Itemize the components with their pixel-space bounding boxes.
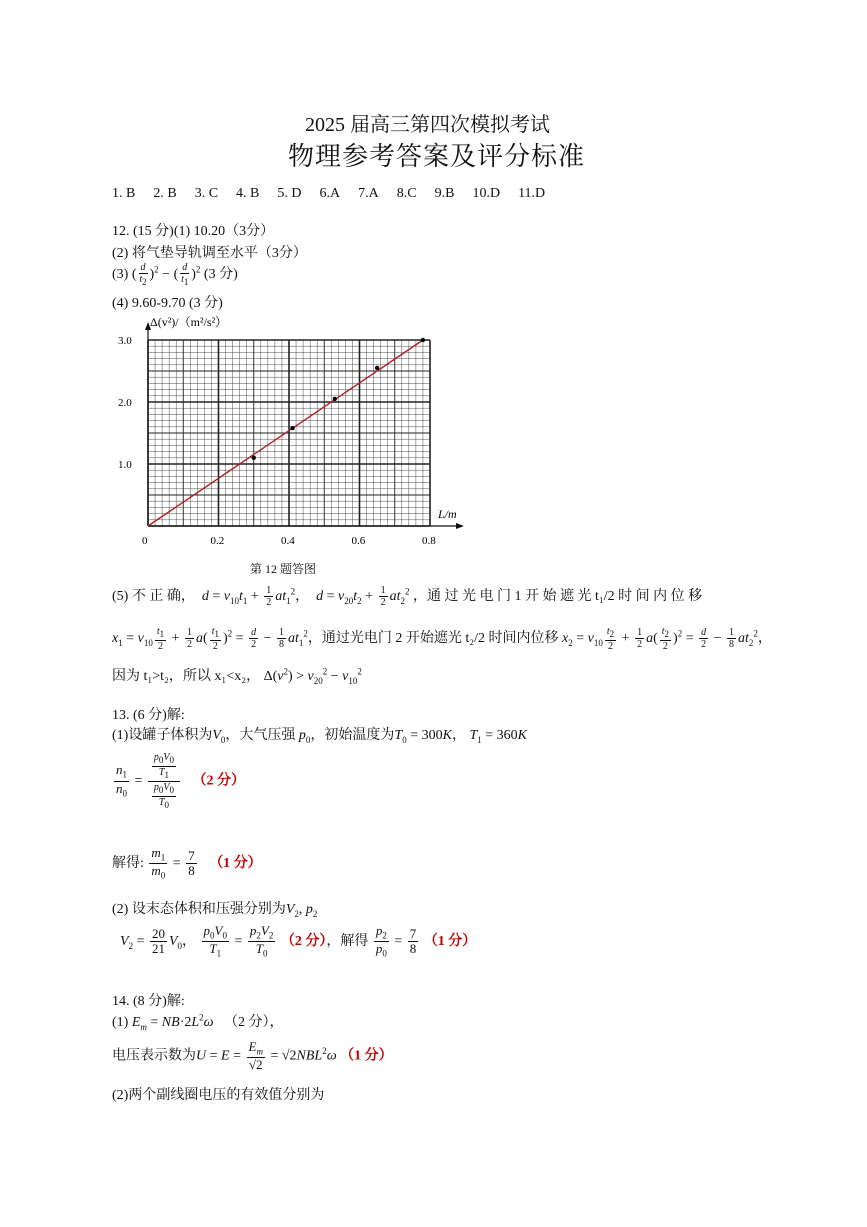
q14-heading: 14. (8 分)解: [112, 994, 185, 1009]
data-point [421, 338, 425, 342]
q13-heading: 13. (6 分)解: [112, 708, 185, 723]
data-point [290, 426, 294, 430]
mc-answer: 4. B [236, 186, 260, 201]
q14-line2: 电压表示数为U = E = $\frac{E_m}{√2}$ = $√2NBL^2\omega$ （1 分） [112, 1039, 393, 1073]
chart-caption: 第 12 题答图 [250, 562, 317, 576]
q13-score-d: （1 分） [423, 934, 477, 950]
mc-answer: 2. B [153, 186, 177, 201]
x-tick-label: 0.8 [422, 535, 436, 547]
mc-answer: 7.A [358, 186, 379, 201]
x-tick-label: 0.2 [210, 535, 225, 547]
q13-equation2: $V_2$ = $\frac{20}{21}$ $V_0$， $\frac{p_0V_0}{T_1}$ = $\frac{p_2V_2}{T_0}$ （2 分），解得 $\frac{p_2}{p_0}$ = $\frac{7}{8}$ （1 分） [120, 923, 477, 960]
q12-line2: (2) 将气垫导轨调至水平（3分） [112, 246, 307, 261]
exam-title: 2025 届高三第四次模拟考试 [305, 114, 550, 136]
q13-solution1: 解得: $\frac{m_1}{m_0}$ = $\frac{7}{8}$ （1 分） [112, 845, 262, 882]
q12-line3: (3) ( $\frac{d}{t_2}$ )$^2$ − ( $\frac{d}{t_1}$ )$^2$ (3 分) [112, 262, 238, 287]
x-axis-arrow [456, 523, 464, 529]
q13-score-b: （1 分） [209, 856, 262, 872]
q12-line1: 12. (15 分)(1) 10.20（3分） [112, 224, 275, 239]
x-tick-label: 0 [142, 535, 148, 547]
data-point [375, 366, 379, 370]
mc-answer: 8.C [396, 186, 417, 201]
y-tick-label: 3.0 [118, 335, 132, 347]
x-tick-label: 0.6 [351, 535, 366, 547]
q14-line3: (2)两个副线圈电压的有效值分别为 [112, 1088, 325, 1103]
x-axis-label: L/m [438, 507, 457, 521]
mc-answer: 3. C [194, 186, 219, 201]
q14-line1: (1) $E_m = NB\cdot 2L^2\omega$ （2 分）， [112, 1012, 284, 1032]
q13-line2: (2) 设末态体积和压强分别为$V_2$, $p_2$ [112, 902, 318, 919]
q13-score-a: （2 分） [192, 773, 246, 789]
q13-line1: (1)设罐子体积为$V_0$，大气压强 $p_0$，初始温度为$T_0 = 300K$， $T_1 = 360K$ [112, 728, 527, 745]
mc-answer: 9.B [434, 186, 455, 201]
mc-answer: 1. B [112, 186, 136, 201]
mc-answer: 10.D [472, 186, 501, 201]
q12-answer-chart [112, 310, 472, 565]
q13-equation1: $\frac{n_1}{n_0}$ = $\frac{\frac{p_0V_0}{T_1}}{\frac{p_0V_0}{T_0}}$ （2 分） [116, 752, 246, 810]
data-point [252, 456, 256, 460]
y-tick-label: 1.0 [118, 459, 132, 471]
q14-score-b: （1 分） [340, 1048, 393, 1064]
q12-line4: (4) 9.60-9.70 (3 分) [112, 296, 223, 311]
page-title: 物理参考答案及评分标准 [288, 142, 586, 171]
q12-line3-score: (3 分) [203, 267, 238, 283]
chart-svg [112, 310, 472, 560]
q12-line3-prefix: (3) [112, 267, 129, 283]
q12-part5-line3: 因为 t₁>t₂，所以 x₁<x₂， $\Delta(v^2) > v_{20}^2 - v_{10}^2$ [112, 666, 362, 686]
mc-answer: 6.A [319, 186, 341, 201]
multiple-choice-answers [112, 186, 563, 202]
q12-part5-line2: $x_1 = v_{10}$ $\frac{t_1}{2}$ + $\frac{1}{2}$ a( $\frac{t_1}{2}$ )$^2$ = $\frac{d}{2}$ − $\frac{1}{8}$ $at_1^2$，通过光电门 2 开始遮光 t₂/2 时间内位移 $x_2 = v_{10}$ $\frac{t_2}{2}$ + $\frac{1}{2}$ a( $\frac{t_2}{2}$ )$^2$ = $\frac{d}{2}$ − $\frac{1}{8}$ $at_2^2$， [112, 626, 772, 652]
q13-score-c: （2 分） [280, 934, 327, 950]
mc-answer: 5. D [277, 186, 302, 201]
q12-part5-line1: (5) 不 正 确， $d = v_{10}t_1$ + $\frac{1}{2}$ $at_1^2$， $d = v_{20}t_2$ + $\frac{1}{2}$ $at_2^2$ ，通 过 光 电 门 1 开 始 遮 光 t₁/2 时 间 内 位 移 [112, 585, 703, 609]
data-point [333, 397, 337, 401]
x-tick-label: 0.4 [281, 535, 295, 547]
y-axis-label: Δ(v²)/（m²/s²） [150, 315, 228, 329]
y-tick-label: 2.0 [118, 397, 132, 409]
mc-answer: 11.D [518, 186, 546, 201]
